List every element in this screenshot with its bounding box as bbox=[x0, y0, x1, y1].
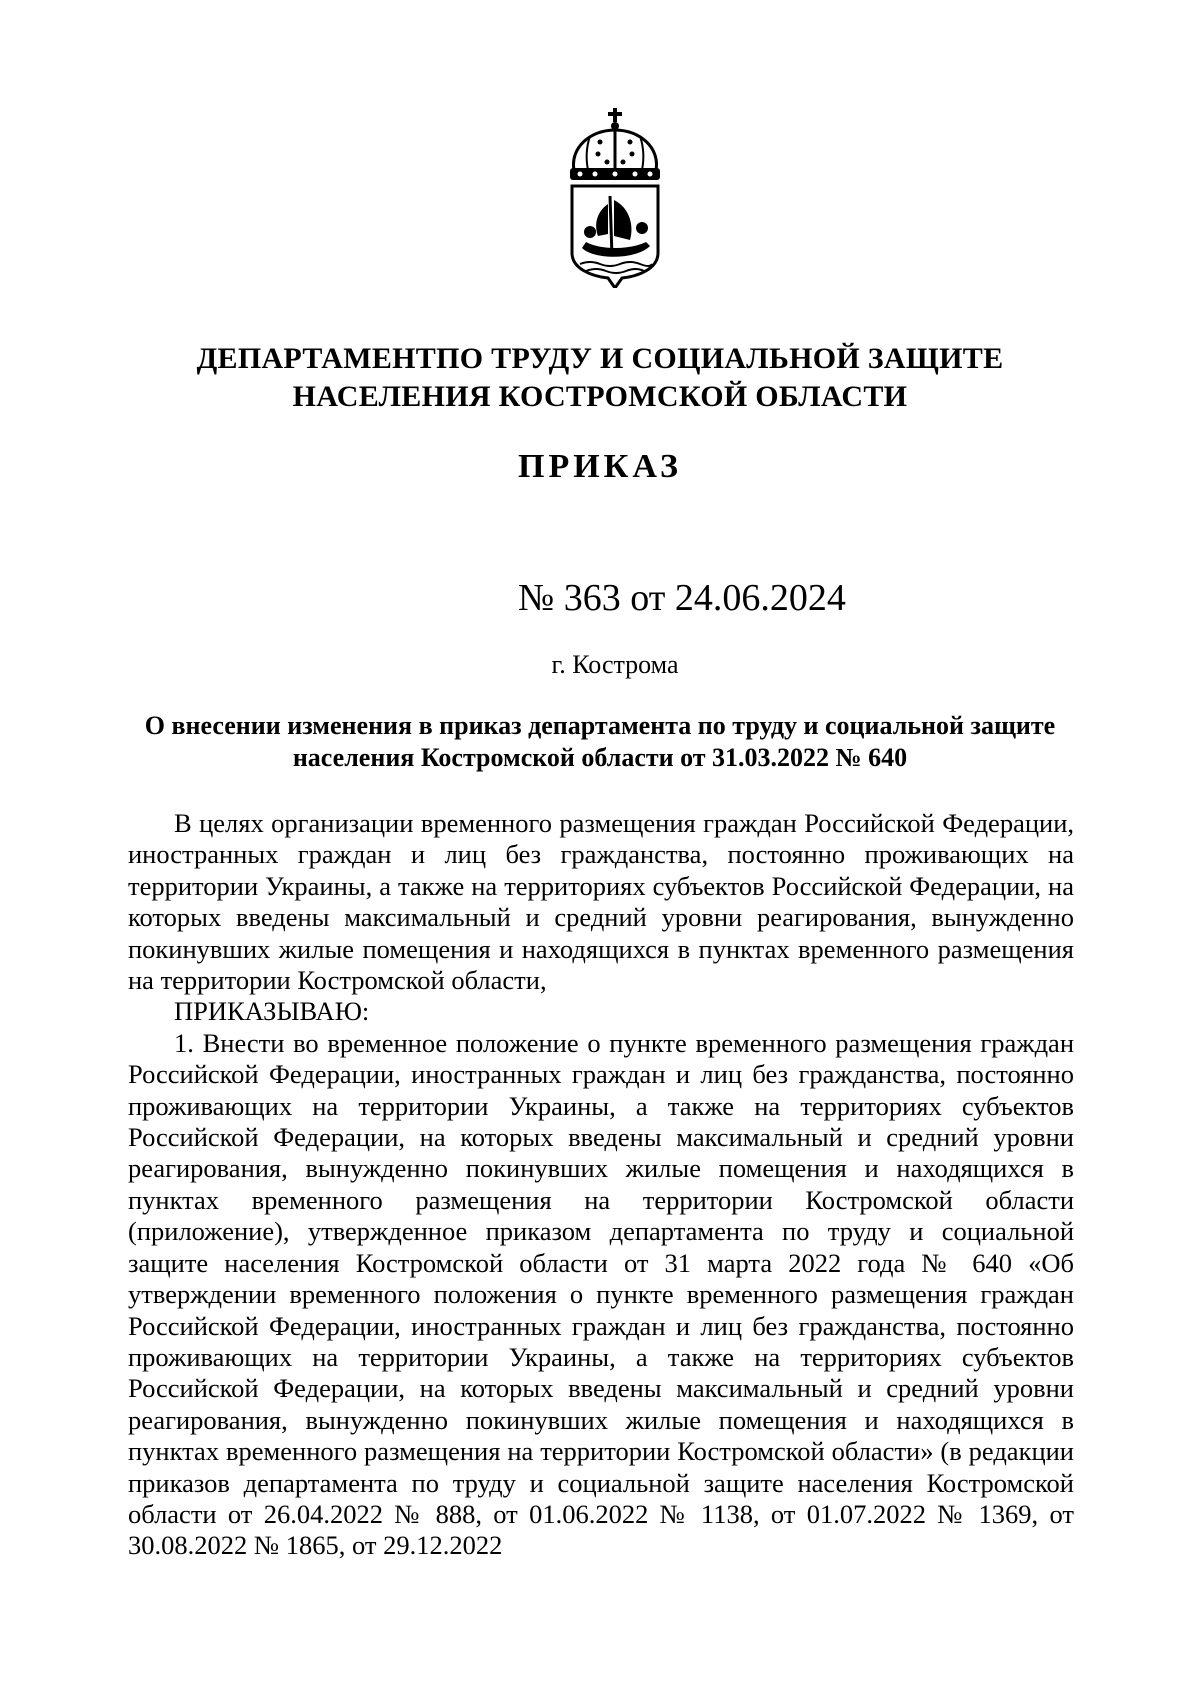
organization-name-line-1: ДЕПАРТАМЕНТПО ТРУДУ И СОЦИАЛЬНОЙ ЗАЩИТЕ bbox=[196, 342, 1004, 375]
organization-name-line-2: НАСЕЛЕНИЯ КОСТРОМСКОЙ ОБЛАСТИ bbox=[292, 380, 908, 413]
preamble-paragraph: В целях организации временного размещения граждан Российской Федерации, иностранных граждан и лиц без гражданства, постоянно проживающих на территории Украины, а также на территориях субъектов Российской Федерации, на которых введены максимальный и средний уровни реагирования, вынужденно покинувших жилые помещения и находящихся в пунктах временного размещения на территории Костромской области, bbox=[128, 808, 1074, 996]
document-type: ПРИКАЗ bbox=[518, 448, 682, 485]
document-city: г. Кострома bbox=[551, 650, 679, 679]
document-number: № 363 от 24.06.2024 bbox=[518, 577, 846, 619]
organization-name bbox=[120, 340, 1080, 416]
item-1-paragraph: 1. Внести во временное положение о пункте временного размещения граждан Российской Федерации, иностранных граждан и лиц без гражданства, постоянно проживающих на территории Украины, а также на территориях субъектов Российской Федерации, на которых введены максимальный и средний уровни реагирования, вынужденно покинувших жилые помещения и находящихся в пунктах временного размещения на территории Костромской области (приложение), утвержденное приказом департамента по труду и социальной защите населения Костромской области от 31 марта 2022 года № 640 «Об утверждении временного положения о пункте временного размещения граждан Российской Федерации, иностранных граждан и лиц без гражданства, постоянно проживающих на территории Украины, а также на территориях субъектов Российской Федерации, на которых введены максимальный и средний уровни реагирования, вынужденно покинувших жилые помещения и находящихся в пунктах временного размещения на территории Костромской области» (в редакции приказов департамента по труду и социальной защите населения Костромской области от 26.04.2022 № 888, от 01.06.2022 № 1138, от 01.07.2022 № 1369, от 30.08.2022 № 1865, от 29.12.2022 bbox=[128, 1027, 1074, 1561]
subject-line-2: населения Костромской области от 31.03.2022 № 640 bbox=[292, 743, 908, 772]
subject-line-1: О внесении изменения в приказ департамента по труду и социальной защите bbox=[144, 711, 1056, 740]
order-word: ПРИКАЗЫВАЮ: bbox=[174, 996, 370, 1027]
document-body bbox=[128, 808, 1074, 1562]
document-subject bbox=[120, 710, 1080, 774]
coat-of-arms-icon bbox=[560, 108, 670, 288]
